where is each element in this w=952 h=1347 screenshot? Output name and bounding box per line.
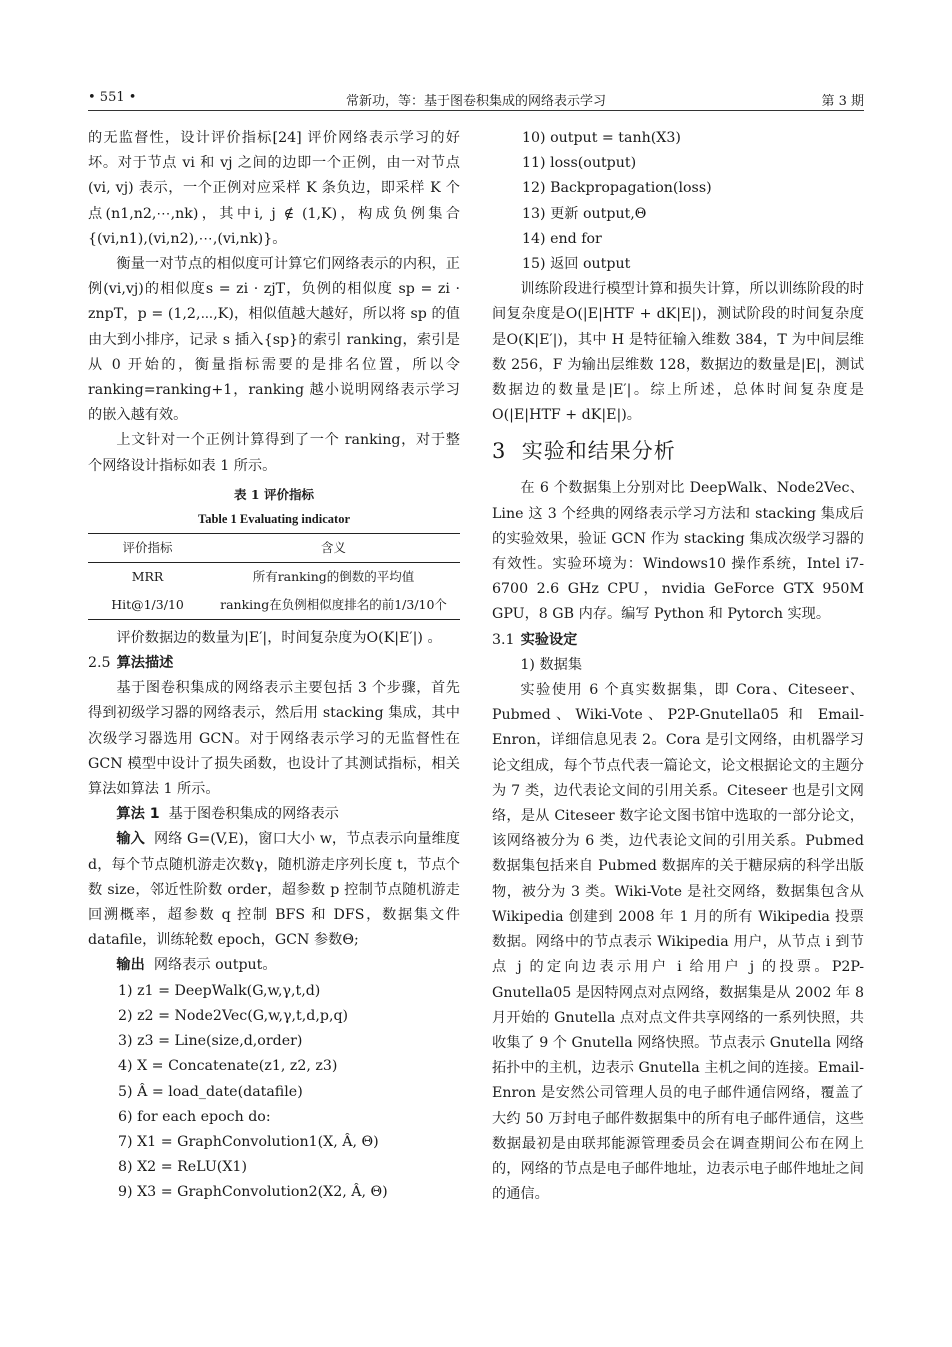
algorithm-step: 12) Backpropagation(loss) xyxy=(522,180,712,197)
paragraph: 衡量一对节点的相似度可计算它们网络表示的内积，正例(vi,vj)的相似度s = zi · zjT，负例的相似度 sp = zi · znpT，p = (1,2,⋯,K)，相似值越大越好，所以将 sp 的值由大到小排序，记录 s 插入{sp}的索引 ranking，索引是从 0 开始的，衡量指标需要的是排名位置，所以令 ranking=ranking+1，ranking 越小说明网络表示学习的嵌入越有效。 xyxy=(88,256,460,424)
algorithm-step: 5) Â = load_date(datafile) xyxy=(118,1083,303,1100)
algorithm-step: 2) z2 = Node2Vec(G,w,γ,t,d,p,q) xyxy=(118,1007,349,1024)
left-column xyxy=(88,126,460,1206)
subsection-title: 实验设定 xyxy=(520,631,578,648)
input-text: 网络 G=(V,E)，窗口大小 w，节点表示向量维度 d，每个节点随机游走次数γ，随机游走序列长度 t，节点个数 size，邻近性阶数 order，超参数 p 控制节点随机游走回溯概率，超参数 q 控制 BFS 和 DFS，数据集文件 datafile，训练轮数 epoch，GCN 参数Θ; xyxy=(88,831,460,949)
algorithm-step: 1) z1 = DeepWalk(G,w,γ,t,d) xyxy=(118,982,321,999)
algorithm-input xyxy=(88,827,460,953)
running-header xyxy=(88,86,864,111)
algorithm-step: 8) X2 = ReLU(X1) xyxy=(118,1159,247,1176)
algorithm-step: 9) X3 = GraphConvolution2(X2, Â, Θ) xyxy=(118,1184,388,1201)
evaluation-table xyxy=(88,533,460,620)
output-label: 输出 xyxy=(116,957,145,974)
right-column xyxy=(492,126,864,1207)
table-row xyxy=(88,562,460,591)
algorithm-step: 3) z3 = Line(size,d,order) xyxy=(118,1033,303,1050)
paragraph: 评价数据边的数量为|E′|，时间复杂度为O(K|E′|) 。 xyxy=(116,629,442,646)
subsection-heading xyxy=(492,628,864,653)
algorithm-step: 15) 返回 output xyxy=(522,256,631,273)
page-number: • 551 • xyxy=(88,90,137,105)
section-number: 2.5 xyxy=(88,655,111,672)
algorithm-label: 算法 1 xyxy=(116,806,160,823)
table-cell: 所有ranking的倒数的平均值 xyxy=(252,569,415,585)
paragraph: 基于图卷积集成的网络表示主要包括 3 个步骤，首先得到初级学习器的网络表示，然后用 stacking 集成，其中次级学习器选用 GCN。对于网络表示学习的无监督性在 GCN 模型中设计了损失函数，也设计了其测试指标，相关算法如算法 1 所示。 xyxy=(88,680,460,798)
table-cell: Hit@1/3/10 xyxy=(111,597,184,613)
algorithm-step: 4) X = Concatenate(z1, z2, z3) xyxy=(118,1058,338,1075)
algorithm-output xyxy=(88,953,460,978)
algorithm-name: 基于图卷积集成的网络表示 xyxy=(168,806,339,823)
subsection-number: 3.1 xyxy=(492,631,515,648)
table-header-cell: 含义 xyxy=(321,540,347,556)
table-cell: ranking在负例相似度排名的前1/3/10个 xyxy=(220,597,447,613)
paragraph: 在 6 个数据集上分别对比 DeepWalk、Node2Vec、Line 这 3 个经典的网络表示学习方法和 stacking 集成后的实验效果，验证 GCN 作为 stacking 集成次级学习器的有效性。实验环境为：Windows10 操作系统，Intel i7-6700 2.6 GHz CPU，nvidia GeForce GTX 950M GPU，8 GB 内存。编写 Python 和 Pytorch 实现。 xyxy=(492,480,864,623)
paragraph: 的无监督性，设计评价指标[24] 评价网络表示学习的好坏。对于节点 vi 和 vj 之间的边即一个正例，由一对节点 (vi, vj) 表示，一个正例对应采样 K 条负边，即采样 K 个点(n1,n2,⋯,nk)，其中i, j ∉ (1,K)，构成负例集合{(vi,n1),(vi,n2),⋯,(vi,nk)}。 xyxy=(88,130,460,247)
table-header-row xyxy=(88,533,460,562)
table-header-cell: 评价指标 xyxy=(122,540,173,556)
table-row xyxy=(88,591,460,620)
list-item: 1) 数据集 xyxy=(520,656,583,673)
algorithm-step: 14) end for xyxy=(522,230,602,247)
table-caption-en: Table 1 Evaluating indicator xyxy=(198,511,350,526)
input-label: 输入 xyxy=(116,831,145,848)
table-cell: MRR xyxy=(131,569,164,585)
paragraph: 上文针对一个正例计算得到了一个 ranking，对于整个网络设计指标如表 1 所示。 xyxy=(88,432,460,474)
algorithm-step: 7) X1 = GraphConvolution1(X, Â, Θ) xyxy=(118,1133,379,1150)
section-title: 实验和结果分析 xyxy=(521,439,676,464)
table-caption-cn: 表 1 评价指标 xyxy=(234,486,314,502)
section-number: 3 xyxy=(492,439,507,464)
section-heading xyxy=(492,436,864,466)
algorithm-step: 13) 更新 output,Θ xyxy=(522,205,647,222)
section-heading xyxy=(88,651,460,676)
algorithm-step: 11) loss(output) xyxy=(522,155,637,172)
section-title: 算法描述 xyxy=(116,655,174,672)
running-title: 常新功，等：基于图卷积集成的网络表示学习 xyxy=(345,94,606,109)
paragraph: 实验使用 6 个真实数据集，即 Cora、Citeseer、Pubmed、Wiki-Vote、P2P-Gnutella05 和 Email-Enron，详细信息见表 2。Cora 是引文网络，由机器学习论文组成，每个节点代表一篇论文，论文根据论文的主题分为 7 类，边代表论文间的引用关系。Citeseer 也是引文网络，是从 Citeseer 数字论文图书馆中选取的一部分论文，该网络被分为 6 类，边代表论文间的引用关系。Pubmed 数据集包括来自 Pubmed 数据库的关于糖尿病的科学出版物，被分为 3 类。Wiki-Vote 是社交网络，数据集包含从 Wikipedia 创建到 2008 年 1 月的所有 Wikipedia 投票数据。网络中的节点表示 Wikipedia 用户，从节点 i 到节点 j 的定向边表示用户 i 给用户 j 的投票。P2P-Gnutella05 是因特网点对点网络，数据集是从 2002 年 8 月开始的 Gnutella 点对点文件共享网络的一系列快照，共收集了 9 个 Gnutella 网络快照。节点表示 Gnutella 网络拓扑中的主机，边表示 Gnutella 主机之间的连接。Email-Enron 是安然公司管理人员的电子邮件通信网络，覆盖了大约 50 万封电子邮件数据集中的所有电子邮件通信，这些数据最初是由联邦能源管理委员会在调查期间公布在网上的，网络的节点是电子邮件地址，边表示电子邮件地址之间的通信。 xyxy=(492,682,864,1203)
paragraph: 训练阶段进行模型计算和损失计算，所以训练阶段的时间复杂度是O(|E|HTF + dK|E|)，测试阶段的时间复杂度是O(K|E′|)，其中 H 是特征输入维数 384，T 为中间层维数 256，F 为输出层维数 128，数据边的数量是|E|，测试数据边的数量是|E′|。综上所述，总体时间复杂度是O(|E|HTF + dK|E|)。 xyxy=(492,281,864,424)
algorithm-step: 10) output = tanh(X3) xyxy=(522,130,681,146)
issue-label: 第 3 期 xyxy=(821,94,864,109)
algorithm-step: 6) for each epoch do: xyxy=(118,1108,271,1125)
output-text: 网络表示 output。 xyxy=(153,957,277,974)
algorithm-title xyxy=(88,802,460,827)
